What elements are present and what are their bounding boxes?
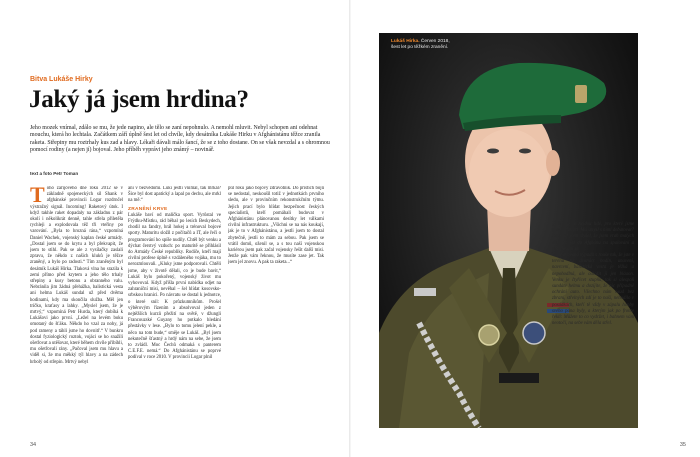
article-kicker: Bitva Lukáše Hirky [30,76,93,83]
right-text-b: Ta opakovaná výpadů s rouše tak, že jste v terénu už dvanáct hodin, unavení, navrcení, balistická vesta je těžká a nepohodlná, ale odložit ji jen bláaon. Venku je čtyřicet stupňů, tak si alespoň sundáte helmu a dozíjíte, že nic případně ochrání auto. Všechno nám osud bez zbraní, střelných zdí je to naší, nehodilo v posádkách, kteří tě vždy v zápalu honby svého pána byly, a kterým jak po fronte řekli: Můžete to co vydržet, i bahnem vám neotočí, na sebe vám děla střel. [552,253,634,327]
page-number-left: 34 [30,442,37,448]
article-credit: text a foto Petr Toman [30,171,79,176]
article-headline: Jaký já jsem hrdina? [29,86,249,113]
body-column-2 [128,186,221,426]
right-text-a: „Válečky se nejdou lidé, pro které jsme vrazi a lokáci. Má smysl s nimi debatovat? Kolikrát jsem slyšel, že jsem vrah malých dětí, co jel do Afghánu na spalování a napalování se. [552,222,634,252]
body-text-2a: ani v bezvědomí. Luki jestli vnímal, tak mrkal? Šice byl dost apatický a lapal po dechu, ale mrkl na mě.“ [128,186,221,204]
spread-gutter [349,0,351,457]
section-subhead: ZRANĚNÍ KRVE [128,206,168,212]
body-text-1: oho zářijového dne roku 2012 se v základně spojeneckých sil Shank v afghánské provincii Logar rozdrnčel výstražný signál. Incoming! Raketový útok. I když takhle raket dopadaly na základnu z pár okolí i několikrát denně, tahle střela přiletěla rychleji a explodovala těž tři vteřiny po varování. „Byla to hrozná rána,“ vzpomíná Daniel Wachek, vojenský kaplan české armády. „Dostal jsem se do krytu a byl překvapit, že jsem to stihl. Pak se ale z vysílačky zaslali zpravu, že někdo z našich kluků je těžce zraněný, a bylo po radosti.“ Tím zraněným byl desátník Lukáš Hirka. Tlaková vlna ho srazila k zemi přímo před krytem a jeho tělo trhaly střepiny a kusy betonu a obranného valu. Nebránila jim žádná přehážka, balistická vesta ani helma Lukáš sundal už před dvěma hodinami, kdy ma skončila služba. Měl jen tričko, kraťasy a lahky. „Myslel jsem, že je mrtvý,“ vzpomíná Petr Hurda, který dobíhá k Lukášovi jako první. „Ležel na levém boku omotaný do šťáku. Někdo ho vzal za nohy, já pod rameny a táhli jsme ho dovnitř.“ V bunkru dostal fyziologický roztok, vojáci se ho snažili ošetřovat a utěšovat, které během chvíle přibíhli, mu ošetřovali rány. „Pačoval jsem mu hlavu a viděl si, že mu měkký týl hlavy a na zádech hrbolý od střepin. Mrtvý nebyl [30,186,123,365]
caption-text: Červen 2018, šest let po těžkém zranění. [391,39,450,50]
body-text-2b: Lukáše baví od malička sport. Vyrůstal ve Frýdku-Místku, rád běhal po lesích Beskydech, chodil na fandry, hrál hokej a trénoval bojové sporty. Maturitu složil z počítačů a IT, ale řeči o programování ho spíše nudily. Chtěl být venku a dýchat čerstvý vzduch: po maturitě se přihlásil do Armády České republiky. Rodiče, kteří mají civilní profese úplně s vzdáleného vojáka, mu to nerozmlouvali. „Kluky jsme podporovali. Chtěli jsme, aby v životě dělali, co je bude bavit,“ Lukáš bylo pokořený, vojenský život mu vyhovoval. Když přišla první nabídka odjet na zahraniční misi, nevěhal – šel hlídat kosovsko-srbskou hranici. Po návratu se dostal k jednotce, o které snil: K průzkumníkům. Prošel výběrovým řízením a absolvoval jeden z nejtěžších kurzů přežití na světě, v džungli Francouzské Guyany ho potkalo hledání přestávky v lese. „Bylo to tomu jelení pekle, a něco na tom bude,“ směje se Lukáš. „Byl jsem nekutečně šťastný a hrdý nám na sebe, že jsem to zvládl. Moc Čechů odmaká s panterem C.E.F.E. nemá.“ Do Afghánistánu se poprvé podíval v roce 2010. V provincii Logar plnil [128,212,221,361]
caption-name: Lukáš Hirka. [391,39,420,44]
body-column-1 [30,186,123,426]
drop-cap: T [30,186,45,207]
body-column-3 [228,186,324,426]
photo-caption [391,39,451,51]
right-body-column [552,222,634,327]
page-number-right: 35 [679,442,686,448]
article-lead: Jeho mozek vnímal, zdálo se mu, že jede napino, ale tělo se zaní nepohnulo. A nemohl mluvit. Nebyl schopen ani odehnat mouchu, která ho lechtala. Začátkem září úplně šest let od chvíle, kdy desátníka Lukáše Hirku v Afghánistánu těžce zranila raketa. Střepiny mu roztrhaly kus zad a hlavy. Lékaři dávali málo šancí, že se z toho dostane. On se však nevzdal a s ohromnou pomocí rodiny (a nejen jí) bojoval. Jeho příběh vyprávi jeho známý – novinář. [30,125,330,154]
body-text-3: půl roku jako bojový zdravotník. Do příštích bojů se nedostal, neskoušil totiž v jednotkách prvního sledu, ale v provinčním rekonstrukčním týmu. Jejich prací bylo hlídat bezpečnost českých specialistů, kteří pomáhali budovat v Afghánistánu plánovanou desítky let válkami civilní infrastrukturu. „Všichni se na nás koukají, jak je to v Afghánistánu, a jestli jsem to dostal zbytečně, jestli to mám za sebou. Pak jsem se vrátil domů, oženil se, a s tou naší vojenskou kariérou jsem pak začal vojensky řešit další misi. Jenže pak vám řeknou, že musíte zase jet. Tak jsem jel znovu. A pak ta raketa...“ [228,186,324,266]
